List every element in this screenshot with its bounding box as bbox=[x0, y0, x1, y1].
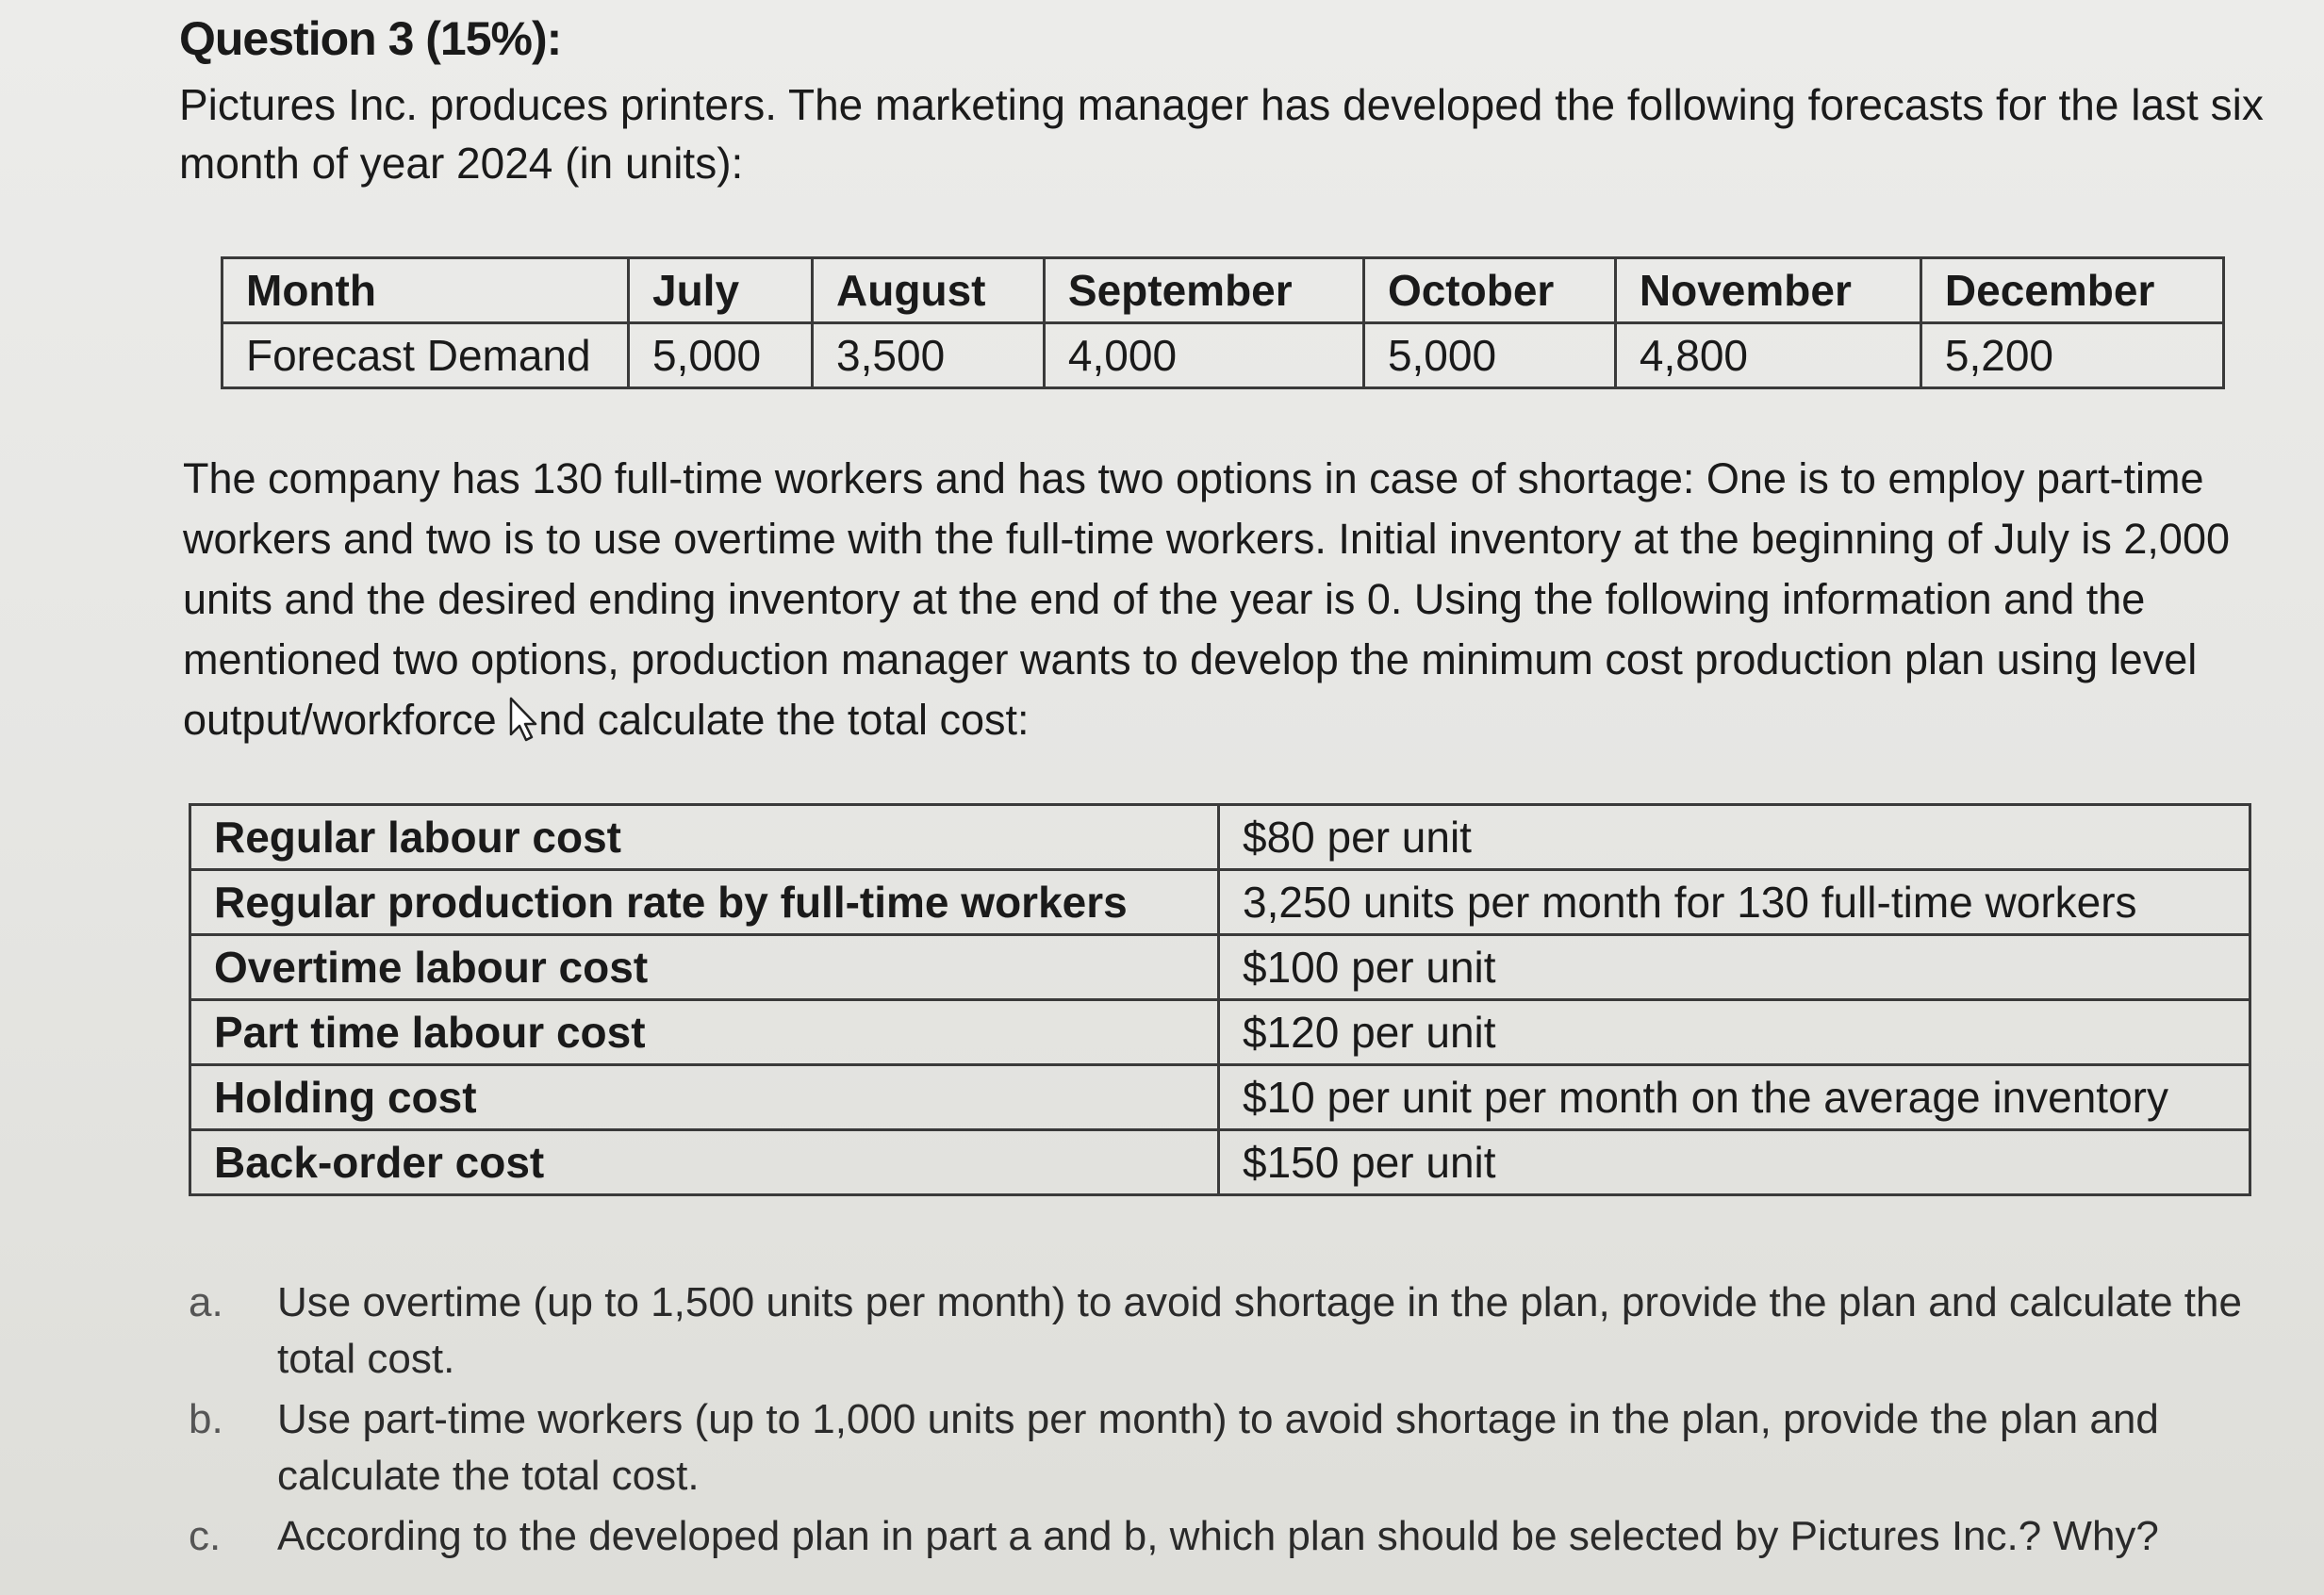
problem-paragraph bbox=[183, 449, 2266, 750]
cost-information-table bbox=[189, 803, 2251, 1196]
table-cell: 5,000 bbox=[1363, 323, 1615, 388]
cost-value: $10 per unit per month on the average inventory bbox=[1219, 1065, 2250, 1130]
cost-label: Part time labour cost bbox=[190, 1000, 1219, 1065]
sub-questions-list bbox=[189, 1274, 2263, 1569]
cost-label: Overtime labour cost bbox=[190, 935, 1219, 1000]
cost-value: $150 per unit bbox=[1219, 1130, 2250, 1195]
table-row bbox=[190, 870, 2250, 935]
cost-value: $100 per unit bbox=[1219, 935, 2250, 1000]
table-row bbox=[190, 935, 2250, 1000]
table-cell: November bbox=[1615, 258, 1920, 323]
table-row bbox=[223, 323, 2224, 388]
question-title: Question 3 (15%): bbox=[179, 12, 562, 65]
table-cell: October bbox=[1363, 258, 1615, 323]
forecast-demand-table bbox=[221, 256, 2225, 389]
list-item bbox=[189, 1274, 2263, 1388]
cost-label: Regular production rate by full-time workers bbox=[190, 870, 1219, 935]
table-header-row bbox=[223, 258, 2224, 323]
cost-label: Regular labour cost bbox=[190, 805, 1219, 870]
table-row bbox=[190, 1000, 2250, 1065]
table-cell: Forecast Demand bbox=[223, 323, 629, 388]
cost-label: Holding cost bbox=[190, 1065, 1219, 1130]
table-row bbox=[190, 1130, 2250, 1195]
list-marker: b. bbox=[189, 1396, 223, 1442]
table-cell: August bbox=[813, 258, 1045, 323]
table-cell: 5,000 bbox=[629, 323, 813, 388]
cost-label: Back-order cost bbox=[190, 1130, 1219, 1195]
list-item bbox=[189, 1391, 2263, 1505]
cost-value: $120 per unit bbox=[1219, 1000, 2250, 1065]
table-row bbox=[190, 1065, 2250, 1130]
list-item bbox=[189, 1508, 2263, 1565]
question-text: Use part-time workers (up to 1,000 units per month) to avoid shortage in the plan, provide the plan and calculate the total cost. bbox=[277, 1396, 2159, 1499]
table-cell: 4,800 bbox=[1615, 323, 1920, 388]
table-cell: Month bbox=[223, 258, 629, 323]
paragraph-text: nd calculate the total cost: bbox=[538, 696, 1030, 744]
table-cell: September bbox=[1044, 258, 1363, 323]
intro-text: Pictures Inc. produces printers. The marketing manager has developed the following forecasts for the last six month of year 2024 (in units): bbox=[179, 80, 2264, 188]
mouse-cursor-icon bbox=[508, 697, 538, 742]
question-text: Use overtime (up to 1,500 units per month) to avoid shortage in the plan, provide the plan and calculate the total cost. bbox=[277, 1279, 2242, 1382]
list-marker: c. bbox=[189, 1513, 222, 1559]
list-marker: a. bbox=[189, 1279, 223, 1325]
table-cell: 3,500 bbox=[813, 323, 1045, 388]
table-cell: July bbox=[629, 258, 813, 323]
table-cell: 4,000 bbox=[1044, 323, 1363, 388]
table-row bbox=[190, 805, 2250, 870]
table-cell: December bbox=[1920, 258, 2223, 323]
paragraph-text: The company has 130 full-time workers and has two options in case of shortage: One is to employ part-time workers and two is to use overtime with the full-time workers. Initial inventory at the beginning of July is 2,000 units and the desired ending inventory at the end of the year is 0. Using the following information and the mentioned two options, production manager wants to develop the minimum cost production plan using level output/workforce bbox=[183, 454, 2231, 744]
cost-value: $80 per unit bbox=[1219, 805, 2250, 870]
table-cell: 5,200 bbox=[1920, 323, 2223, 388]
cost-value: 3,250 units per month for 130 full-time workers bbox=[1219, 870, 2250, 935]
question-text: According to the developed plan in part a and b, which plan should be selected by Pictures Inc.? Why? bbox=[277, 1513, 2159, 1559]
